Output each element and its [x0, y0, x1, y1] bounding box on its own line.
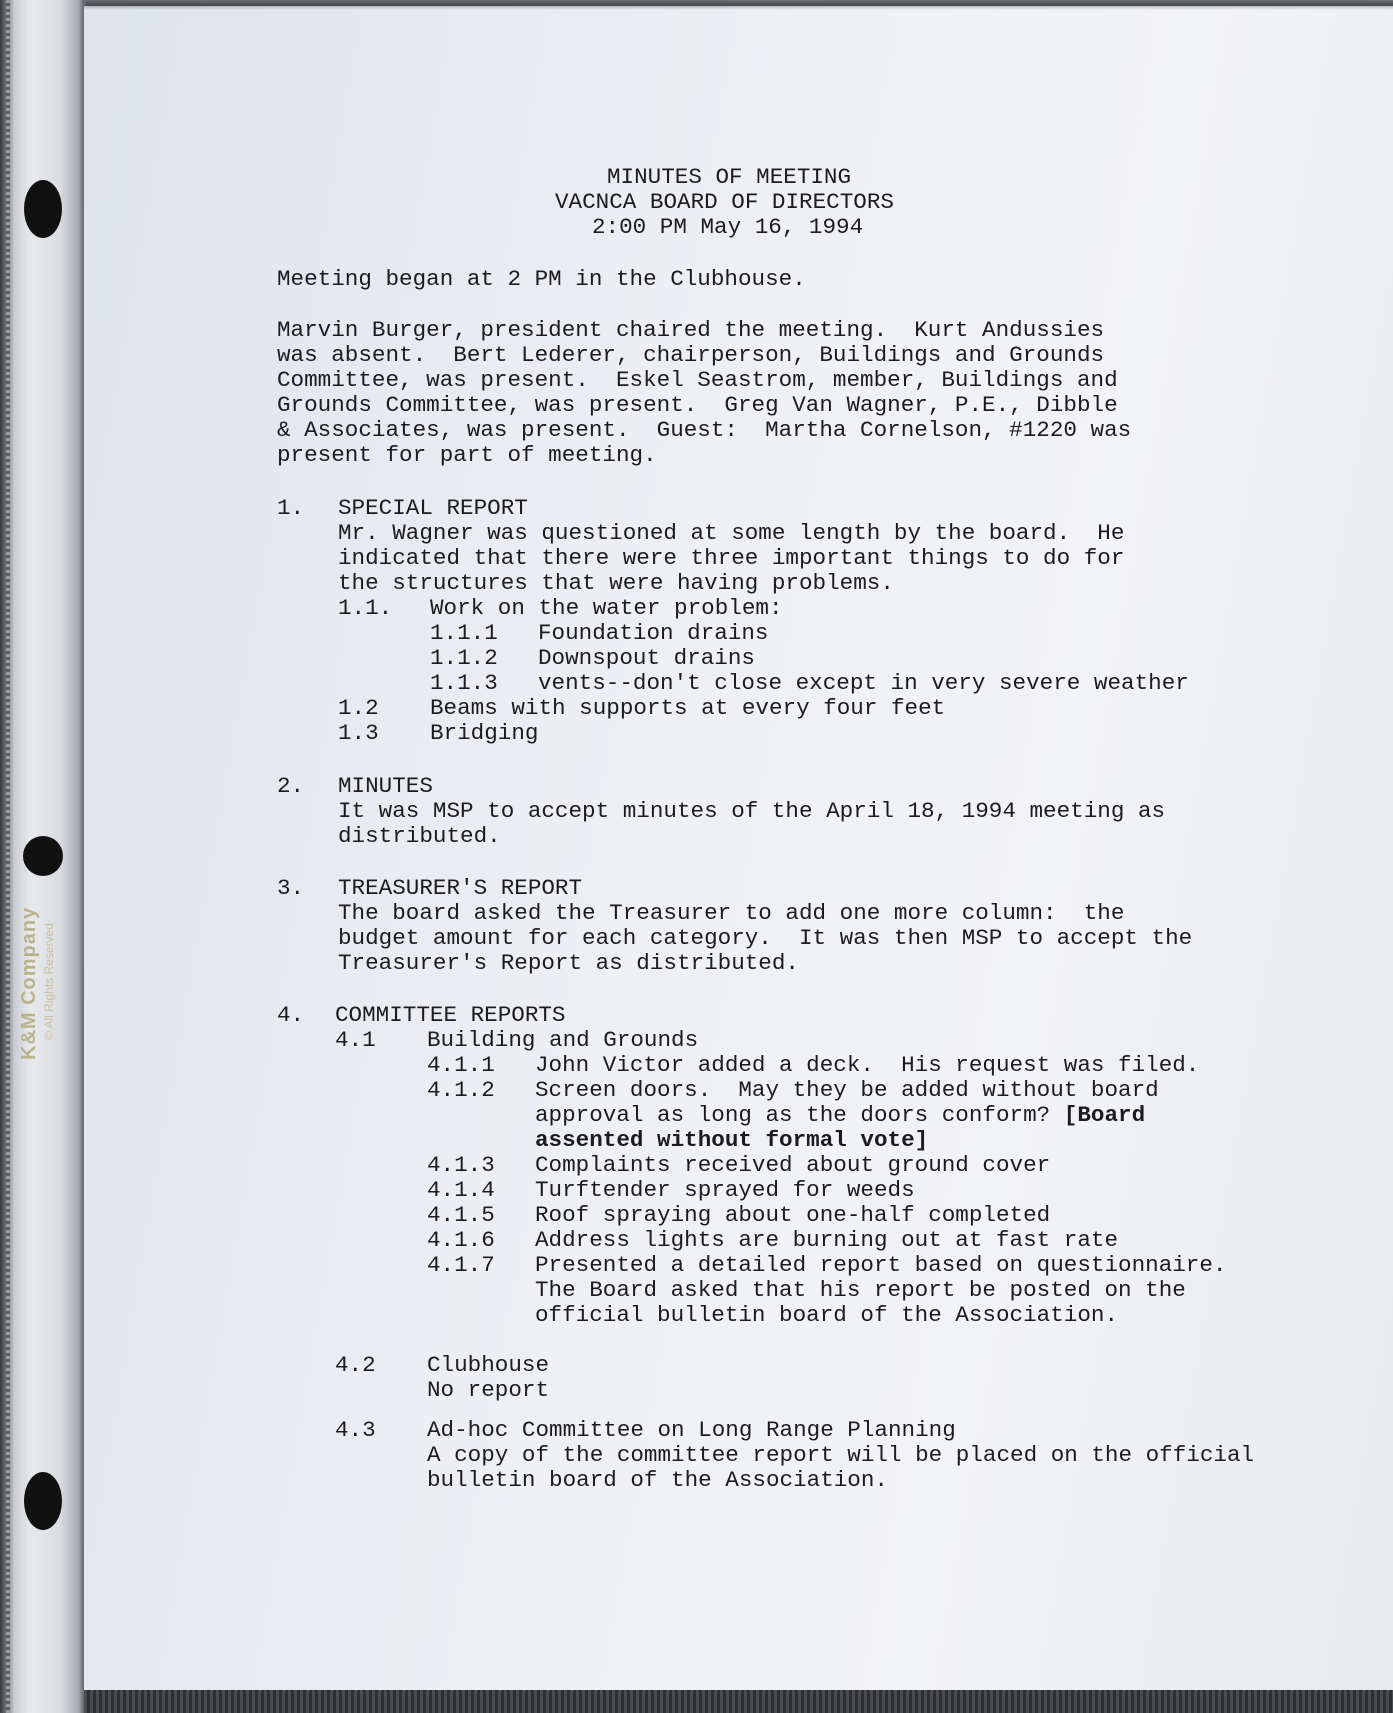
- punch-hole-bottom: [24, 1472, 62, 1530]
- subitem-text: John Victor added a deck. His request was filed.: [535, 1052, 1200, 1078]
- item-number: 1.2: [338, 695, 379, 721]
- subitem-number: 4.1.1: [427, 1052, 495, 1078]
- item-number: 1.3: [338, 720, 379, 746]
- section-body-line: Mr. Wagner was questioned at some length by the board. He: [338, 520, 1125, 546]
- subitem-number: 4.1.5: [427, 1202, 495, 1228]
- item-number: 1.1.: [338, 595, 393, 621]
- section-title-minutes: MINUTES: [338, 773, 433, 799]
- subitem-text: The Board asked that his report be posted on the: [535, 1277, 1186, 1303]
- attendance-line: Grounds Committee, was present. Greg Van Wagner, P.E., Dibble: [277, 392, 1118, 418]
- subitem-number: 1.1.2: [430, 645, 498, 671]
- item-title-building-and-grounds: Building and Grounds: [427, 1027, 699, 1053]
- item-body: No report: [427, 1377, 550, 1403]
- section-title-special-report: SPECIAL REPORT: [338, 495, 528, 521]
- subitem-text: official bulletin board of the Association.: [535, 1302, 1119, 1328]
- subitem-text: Turftender sprayed for weeds: [535, 1177, 915, 1203]
- bold-annotation: assented without formal vote]: [535, 1127, 929, 1153]
- attendance-line: present for part of meeting.: [277, 442, 657, 468]
- section-body-line: It was MSP to accept minutes of the April 18, 1994 meeting as: [338, 798, 1166, 824]
- opening-line: Meeting began at 2 PM in the Clubhouse.: [277, 266, 806, 292]
- page-top-shadow: [84, 0, 1393, 10]
- section-number: 1.: [277, 495, 305, 521]
- subitem-text: vents--don't close except in very severe weather: [538, 670, 1189, 696]
- protector-brand-label: K&M Company: [18, 906, 40, 1060]
- item-body: A copy of the committee report will be placed on the official: [427, 1442, 1255, 1468]
- section-title-committee-reports: COMMITTEE REPORTS: [335, 1002, 566, 1028]
- subitem-text: [535, 1103, 1145, 1128]
- bold-annotation: [Board: [1063, 1102, 1146, 1128]
- protector-bottom-edge: [84, 1690, 1393, 1713]
- item-number: 4.1: [335, 1027, 376, 1053]
- subitem-number: 4.1.7: [427, 1252, 495, 1278]
- subitem-text: Address lights are burning out at fast rate: [535, 1227, 1119, 1253]
- subitem-number: 4.1.6: [427, 1227, 495, 1253]
- attendance-line: & Associates, was present. Guest: Martha Cornelson, #1220 was: [277, 417, 1132, 443]
- doc-date: 2:00 PM May 16, 1994: [592, 214, 864, 240]
- subitem-number: 4.1.4: [427, 1177, 495, 1203]
- subitem-text: Downspout drains: [538, 645, 755, 671]
- attendance-line: was absent. Bert Lederer, chairperson, Buildings and Grounds: [277, 342, 1105, 368]
- item-number: 4.2: [335, 1352, 376, 1378]
- section-number: 2.: [277, 773, 305, 799]
- section-number: 3.: [277, 875, 305, 901]
- section-number: 4.: [277, 1002, 305, 1028]
- section-body-line: The board asked the Treasurer to add one more column: the: [338, 900, 1125, 926]
- attendance-line: Committee, was present. Eskel Seastrom, member, Buildings and: [277, 367, 1118, 393]
- section-body-line: indicated that there were three important things to do for: [338, 545, 1125, 571]
- punch-hole-top: [24, 180, 62, 238]
- item-text: Bridging: [430, 720, 539, 746]
- doc-title: MINUTES OF MEETING: [607, 164, 852, 190]
- item-title-long-range-planning: Ad-hoc Committee on Long Range Planning: [427, 1417, 956, 1443]
- item-text: Work on the water problem:: [430, 595, 783, 621]
- subitem-text: Roof spraying about one-half completed: [535, 1202, 1051, 1228]
- section-body-line: the structures that were having problems.: [338, 570, 894, 596]
- section-title-treasurers-report: TREASURER'S REPORT: [338, 875, 583, 901]
- subitem-text: Screen doors. May they be added without board: [535, 1077, 1159, 1103]
- section-body-line: Treasurer's Report as distributed.: [338, 950, 799, 976]
- subitem-text-plain: approval as long as the doors conform?: [535, 1102, 1064, 1128]
- subitem-text: Complaints received about ground cover: [535, 1152, 1051, 1178]
- subitem-number: 1.1.1: [430, 620, 498, 646]
- subitem-number: 4.1.3: [427, 1152, 495, 1178]
- subitem-text: Presented a detailed report based on questionnaire.: [535, 1252, 1227, 1278]
- item-text: Beams with supports at every four feet: [430, 695, 946, 721]
- doc-organization: VACNCA BOARD OF DIRECTORS: [555, 189, 894, 215]
- binding-edge: [6, 0, 10, 1713]
- section-body-line: distributed.: [338, 823, 501, 849]
- item-title-clubhouse: Clubhouse: [427, 1352, 550, 1378]
- item-body: bulletin board of the Association.: [427, 1467, 888, 1493]
- subitem-number: 1.1.3: [430, 670, 498, 696]
- item-number: 4.3: [335, 1417, 376, 1443]
- protector-small-print: © All Rights Reserved: [42, 923, 56, 1040]
- attendance-line: Marvin Burger, president chaired the meeting. Kurt Andussies: [277, 317, 1105, 343]
- section-body-line: budget amount for each category. It was then MSP to accept the: [338, 925, 1193, 951]
- subitem-number: 4.1.2: [427, 1077, 495, 1103]
- punch-hole-middle: [23, 836, 63, 876]
- subitem-text: Foundation drains: [538, 620, 769, 646]
